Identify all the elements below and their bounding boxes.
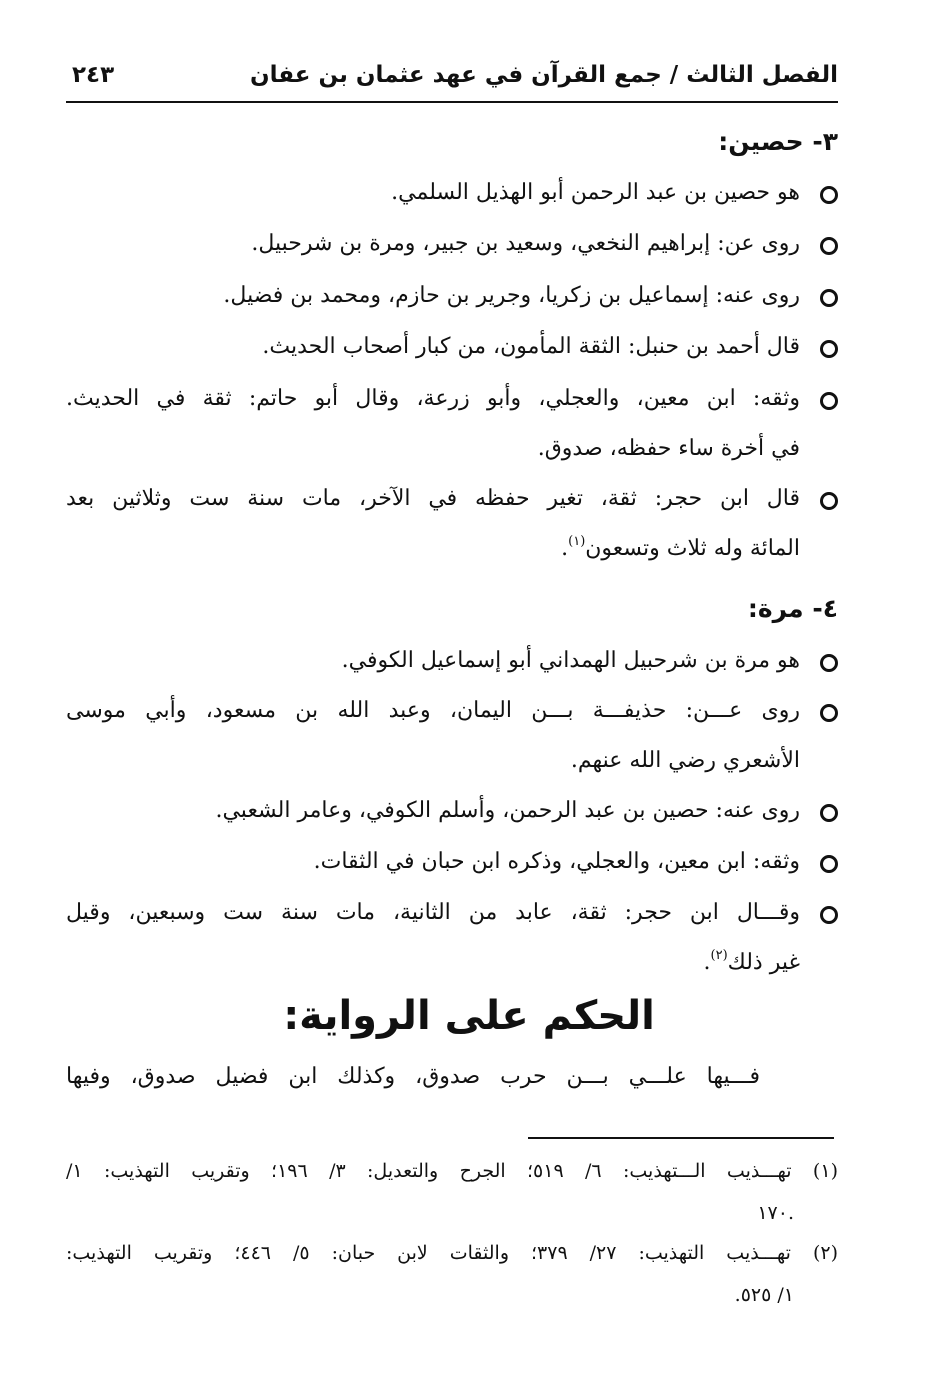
item-line: [66, 950, 800, 975]
item-line: روى عـــن: حذيفـــة بـــن اليمان، وعبد الله بن مسعود، وأبي موسى: [66, 698, 800, 723]
footnote-separator: [528, 1137, 834, 1139]
running-header: [72, 60, 838, 100]
footnote-line: (٢) تهـــذيب التهذيب: ٢٧/ ٣٧٩؛ والثقات لابن حبان: ٥/ ٤٤٦؛ وتقريب التهذيب:: [66, 1242, 838, 1264]
item-line: قال أحمد بن حنبل: الثقة المأمون، من كبار أصحاب الحديث.: [262, 334, 800, 359]
item-line: [66, 536, 800, 561]
chapter-title: الفصل الثالث / جمع القرآن في عهد عثمان بن عفان: [249, 62, 838, 88]
circle-bullet-icon: [820, 237, 838, 255]
header-rule: [66, 101, 838, 103]
item-line: في أخرة ساء حفظه، صدوق.: [537, 436, 800, 461]
footnote-ref: (١): [568, 534, 586, 549]
circle-bullet-icon: [820, 340, 838, 358]
ruling-heading: الحكم على الرواية:: [283, 993, 655, 1039]
section-heading-murra: ٤- مرة:: [747, 594, 838, 623]
footnote-ref: (٢): [710, 948, 728, 963]
item-tail: .: [703, 950, 711, 975]
footnote-line: ١/ ٥٢٥.: [734, 1284, 794, 1306]
circle-bullet-icon: [820, 704, 838, 722]
item-line: هو حصين بن عبد الرحمن أبو الهذيل السلمي.: [391, 180, 800, 205]
circle-bullet-icon: [820, 186, 838, 204]
item-line: روى عن: إبراهيم النخعي، وسعيد بن جبير، ومرة بن شرحبيل.: [251, 231, 800, 256]
circle-bullet-icon: [820, 804, 838, 822]
circle-bullet-icon: [820, 654, 838, 672]
item-line: روى عنه: إسماعيل بن زكريا، وجرير بن حازم، ومحمد بن فضيل.: [223, 283, 800, 308]
section-heading-husayn: ٣- حصين:: [718, 127, 838, 156]
ruling-text: فـــيها علـــي بـــن حرب صدوق، وكذلك ابن فضيل صدوق، وفيها: [66, 1064, 760, 1089]
circle-bullet-icon: [820, 492, 838, 510]
footnote-line: .١٧٠: [757, 1202, 794, 1224]
circle-bullet-icon: [820, 289, 838, 307]
item-line: وثقه: ابن معين، والعجلي، وأبو زرعة، وقال أبو حاتم: ثقة في الحديث.: [66, 386, 800, 411]
item-text: المائة وله ثلاث وتسعون: [585, 536, 800, 561]
page-number: ٢٤٣: [72, 62, 115, 88]
item-tail: .: [561, 536, 569, 561]
circle-bullet-icon: [820, 855, 838, 873]
circle-bullet-icon: [820, 392, 838, 410]
circle-bullet-icon: [820, 906, 838, 924]
item-line: وثقه: ابن معين، والعجلي، وذكره ابن حبان في الثقات.: [313, 849, 800, 874]
item-line: وقـــال ابن حجر: ثقة، عابد من الثانية، مات سنة ست وسبعين، وقيل: [66, 900, 800, 925]
item-line: قال ابن حجر: ثقة، تغير حفظه في الآخر، مات سنة ست وثلاثين بعد: [66, 486, 800, 511]
item-line: روى عنه: حصين بن عبد الرحمن، وأسلم الكوفي، وعامر الشعبي.: [215, 798, 800, 823]
item-line: الأشعري رضي الله عنهم.: [570, 748, 800, 773]
item-line: هو مرة بن شرحبيل الهمداني أبو إسماعيل الكوفي.: [341, 648, 800, 673]
item-text: غير ذلك: [727, 950, 800, 975]
footnote-line: (١) تهـــذيب الـــتهذيب: ٦/ ٥١٩؛ الجرح والتعديل: ٣/ ١٩٦؛ وتقريب التهذيب: ١/: [66, 1160, 838, 1182]
